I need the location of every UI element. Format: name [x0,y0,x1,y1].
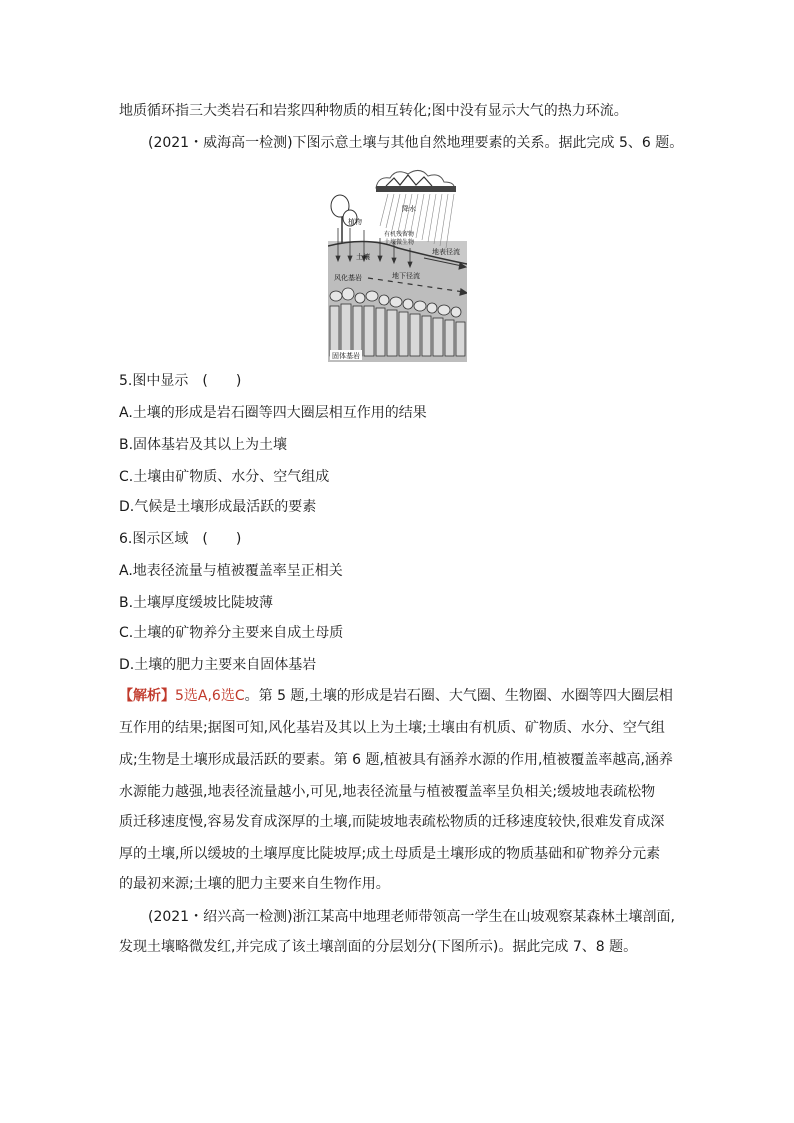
question-6-option-a: A.地表径流量与植被覆盖率呈正相关 [119,563,343,579]
label-organic-residue: 有机残留物 [384,231,415,238]
question-5-option-c: C.土壤由矿物质、水分、空气组成 [119,469,330,485]
question-7-8-intro-line-1: (2021・绍兴高一检测)浙江某高中地理老师带领高一学生在山坡观察某森林土壤剖面, [148,909,676,925]
label-rain: 降水 [402,205,416,213]
analysis-line-3: 成;生物是土壤形成最活跃的要素。第 6 题,植被具有涵养水源的作用,植被覆盖率越高,涵养 [119,752,673,768]
question-6-option-c: C.土壤的矿物养分主要来自成土母质 [119,625,344,641]
question-7-8-intro-line-2: 发现土壤略微发红,并完成了该土壤剖面的分层划分(下图所示)。据此完成 7、8 题。 [119,939,638,955]
analysis-line-1 [119,686,673,706]
intro-paragraph: 地质循环指三大类岩石和岩浆四种物质的相互转化;图中没有显示大气的热力环流。 [119,103,628,119]
analysis-line-5: 质迁移速度慢,容易发育成深厚的土壤,而陡坡地表疏松物质的迁移速度较快,很难发育成深 [119,814,665,830]
analysis-line-4: 水源能力越强,地表径流量越小,可见,地表径流量与植被覆盖率呈负相关;缓坡地表疏松物 [119,784,656,800]
analysis-line-6: 厚的土壤,所以缓坡的土壤厚度比陡坡厚;成土母质是土壤形成的物质基础和矿物养分元素 [119,846,661,862]
question-6-option-b: B.土壤厚度缓坡比陡坡薄 [119,595,274,611]
analysis-tag: 【解析】 [119,688,175,704]
label-solid-bedrock: 固体基岩 [332,352,360,360]
question-6-stem: 6.图示区域 ( ) [119,531,242,547]
label-plant: 植物 [348,218,362,226]
analysis-line-2: 互作用的结果;据图可知,风化基岩及其以上为土壤;土壤由有机质、矿物质、水分、空气组 [119,720,665,736]
label-weathered-bedrock: 风化基岩 [334,274,362,282]
analysis-line-7: 的最初来源;土壤的肥力主要来自生物作用。 [119,876,390,892]
question-5-option-a: A.土壤的形成是岩石圈等四大圈层相互作用的结果 [119,405,427,421]
analysis-text-1: 。第 5 题,土壤的形成是岩石圈、大气圈、生物圈、水圈等四大圈层相 [244,688,673,704]
label-surface-runoff: 地表径流 [432,248,460,256]
question-5-option-d: D.气候是土壤形成最活跃的要素 [119,499,317,515]
question-5-stem: 5.图中显示 ( ) [119,373,242,389]
label-underground-runoff: 地下径流 [392,272,420,280]
question-5-6-intro: (2021・威海高一检测)下图示意土壤与其他自然地理要素的关系。据此完成 5、6 题。 [148,135,684,151]
analysis-answer: 5选A,6选C [175,688,245,704]
label-soil-microbes: 土壤微生物 [384,239,415,246]
question-5-option-b: B.固体基岩及其以上为土壤 [119,437,288,453]
question-6-option-d: D.土壤的肥力主要来自固体基岩 [119,657,317,673]
soil-relationship-figure [328,166,467,362]
label-soil: 土壤 [356,253,370,261]
